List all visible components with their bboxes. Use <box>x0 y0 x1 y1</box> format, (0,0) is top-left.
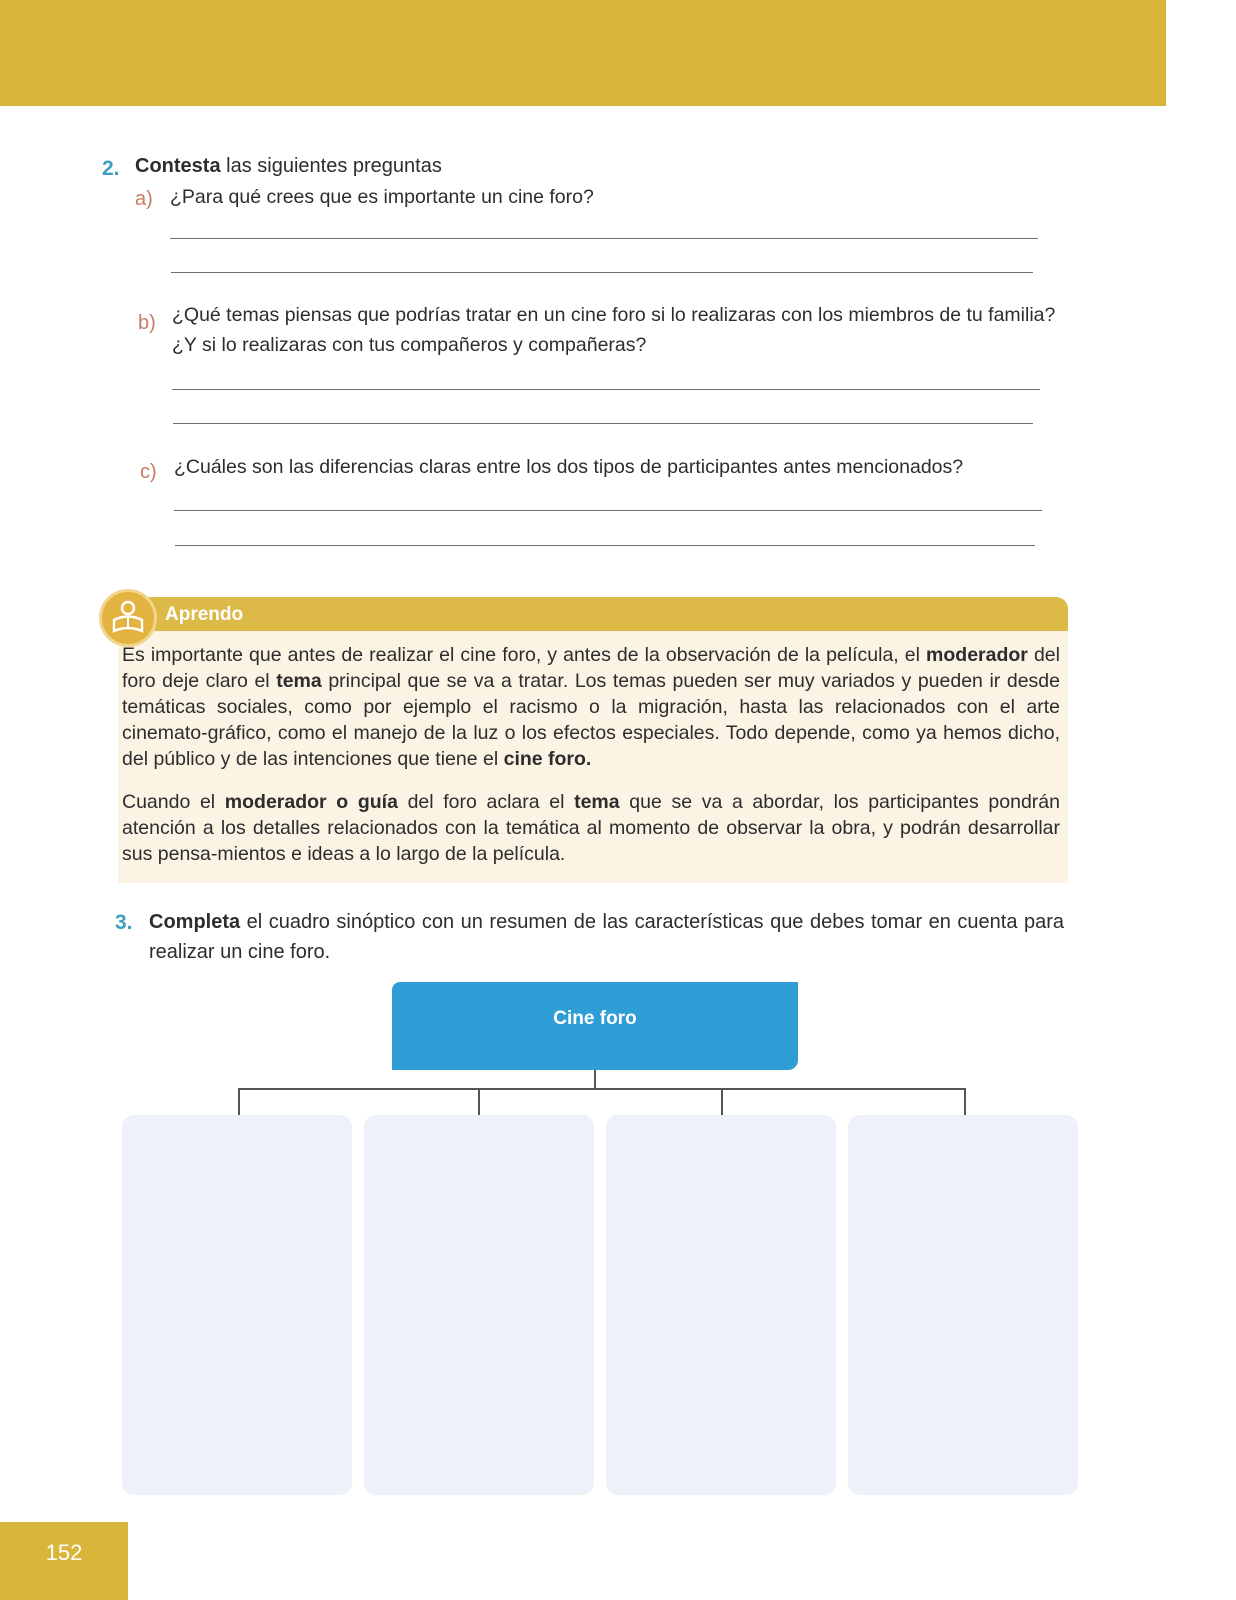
diagram-leaf-box-2[interactable] <box>364 1115 594 1495</box>
question-2a-letter: a) <box>135 188 153 210</box>
header-band <box>0 0 1166 106</box>
aprendo-p2-text-1: Cuando el <box>122 791 225 813</box>
aprendo-header-bar <box>138 597 1068 631</box>
answer-line-2b-2[interactable] <box>173 423 1033 424</box>
question-3-verb: Completa <box>149 911 241 933</box>
aprendo-p1-text-2: del foro deje claro el <box>122 644 1060 692</box>
aprendo-p1-text-1: Es importante que antes de realizar el cine foro, y antes de la observación de la película, el <box>122 644 927 666</box>
aprendo-p2-bold-tema: tema <box>574 791 620 813</box>
aprendo-p2-text-3: que se va a abordar, los participantes pondrán atención a los detalles relacionados con la temática al momento de observar la obra, y podrán desarrollar sus pensa-mientos e ideas a lo largo de la película. <box>122 791 1060 865</box>
aprendo-paragraph-2 <box>122 789 1060 867</box>
connector-leaf-2 <box>478 1088 480 1115</box>
question-2a-text: ¿Para qué crees que es importante un cine foro? <box>170 186 594 208</box>
aprendo-p1-bold-cine-foro: cine foro. <box>503 748 592 770</box>
question-3-prompt <box>149 907 1064 967</box>
aprendo-p1-text-3: principal que se va a tratar. Los temas pueden ser muy variados y pueden ir desde temáticas sociales, como por ejemplo el racismo o la migración, hasta las relacionados con el arte cinemato-gráfico, como el manejo de la luz o los efectos especiales. Todo depende, como ya hemos dicho, del público y de las intenciones que tiene el <box>122 670 1060 770</box>
answer-line-2c-2[interactable] <box>175 545 1035 546</box>
answer-line-2a-1[interactable] <box>170 238 1038 239</box>
connector-leaf-1 <box>238 1088 240 1115</box>
page-number: 152 <box>45 1540 83 1565</box>
question-2b-letter: b) <box>138 312 156 334</box>
aprendo-title: Aprendo <box>165 604 244 625</box>
question-2-rest: las siguientes preguntas <box>220 155 442 177</box>
question-2-verb: Contesta <box>135 155 221 177</box>
answer-line-2b-1[interactable] <box>172 389 1040 390</box>
question-2-prompt <box>135 155 442 178</box>
aprendo-p1-bold-tema: tema <box>276 670 322 692</box>
diagram-leaf-box-1[interactable] <box>122 1115 352 1495</box>
question-2c-letter: c) <box>140 461 157 483</box>
question-2-number: 2. <box>102 157 120 180</box>
aprendo-paragraph-1 <box>122 642 1060 772</box>
connector-root-stem <box>594 1070 596 1089</box>
answer-line-2c-1[interactable] <box>174 510 1042 511</box>
connector-leaf-4 <box>964 1088 966 1115</box>
aprendo-p2-text-2: del foro aclara el <box>397 791 575 813</box>
connector-horizontal <box>238 1088 966 1090</box>
reading-person-icon <box>99 589 157 647</box>
aprendo-p1-bold-moderador: moderador <box>926 644 1028 666</box>
aprendo-p2-bold-moderador-guia: moderador o guía <box>224 791 398 813</box>
question-2c-text: ¿Cuáles son las diferencias claras entre los dos tipos de participantes antes mencionados? <box>174 456 964 478</box>
connector-leaf-3 <box>721 1088 723 1115</box>
question-2b-line1: ¿Qué temas piensas que podrías tratar en un cine foro si lo realizaras con los miembros de tu familia? <box>172 304 1056 326</box>
question-3-number: 3. <box>115 911 133 934</box>
question-2b-line2: ¿Y si lo realizaras con tus compañeros y compañeras? <box>172 334 647 356</box>
diagram-leaf-box-4[interactable] <box>848 1115 1078 1495</box>
answer-line-2a-2[interactable] <box>171 272 1033 273</box>
diagram-leaf-box-3[interactable] <box>606 1115 836 1495</box>
question-3-rest: el cuadro sinóptico con un resumen de las características que debes tomar en cuenta para realizar un cine foro. <box>149 911 1064 963</box>
diagram-root-label: Cine foro <box>553 1008 637 1029</box>
